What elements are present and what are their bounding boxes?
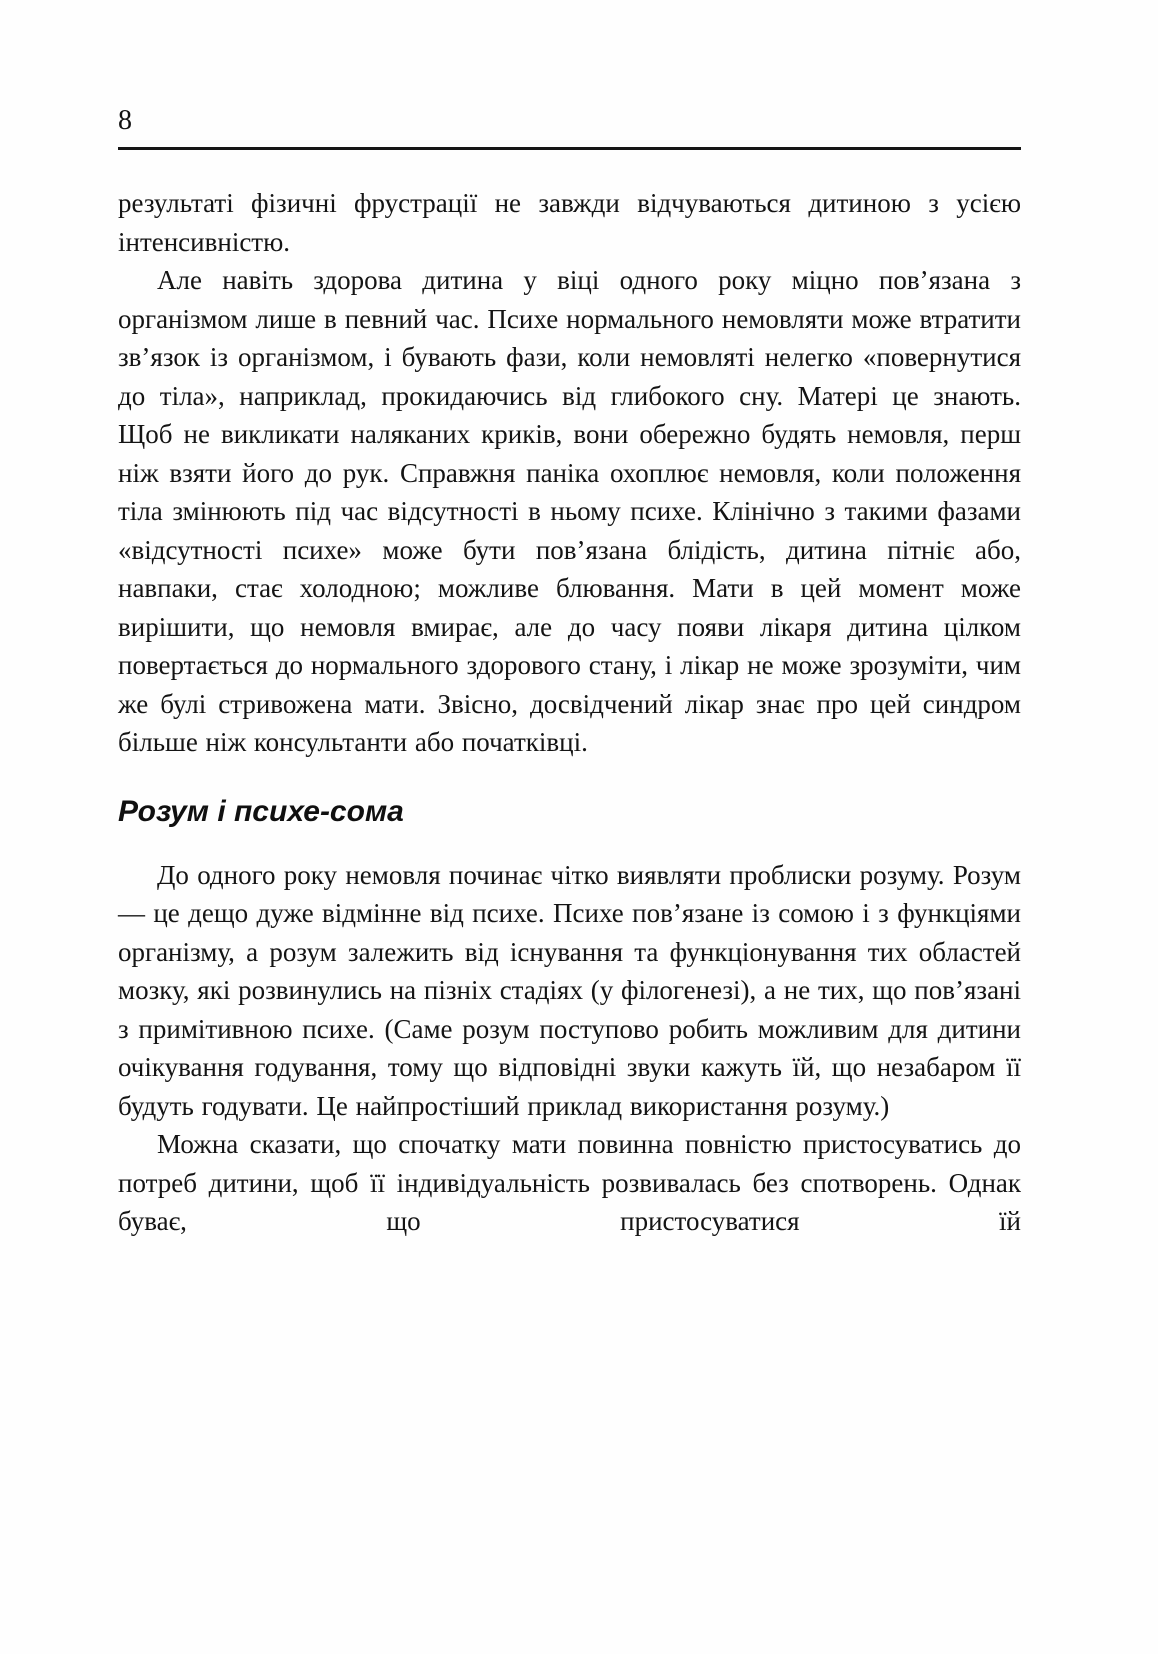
page-body <box>118 184 1021 1241</box>
body-paragraph: Можна сказати, що спочатку мати повинна повністю пристосуватись до потреб дитини, щоб її індивідуальність розвивалась без спотворень. Однак буває, що пристосуватися їй <box>118 1129 1021 1236</box>
body-paragraph: результаті фізичні фрустрації не завжди відчуваються дитиною з усією інтенсивністю. <box>118 188 1021 257</box>
body-paragraph: Але навіть здорова дитина у віці одного року міцно пов’язана з організмом лише в певний час. Психе нормального немовляти може втратити зв’язок із організмом, і бувають фази, коли немовляті нелегко «повернутися до тіла», наприклад, прокидаючись від глибокого сну. Матері це знають. Щоб не викликати наляканих криків, вони обережно будять немовля, перш ніж взяти його до рук. Справжня паніка охоплює немовля, коли положення тіла змінюють під час відсутності в ньому психе. Клінічно з такими фазами «відсутності психе» може бути пов’язана блідість, дитина пітніє або, навпаки, стає холодною; можливе блювання. Мати в цей момент може вирішити, що немовля вмирає, але до часу появи лікаря дитина цілком повертається до нормального здорового стану, і лікар не може зрозуміти, чим же булі стривожена мати. Звісно, досвідчений лікар знає про цей синдром більше ніж консультанти або початківці. <box>118 265 1021 757</box>
section-heading: Розум і психе-сома <box>118 794 404 828</box>
body-paragraph: До одного року немовля починає чітко виявляти проблиски розуму. Розум — це дещо дуже відмінне від психе. Психе пов’язане із сомою і з функціями організму, а розум залежить від існування та функціонування тих областей мозку, які розвинулись на пізніх стадіях (у філогенезі), а не тих, що пов’язані з примітивною психе. (Саме розум поступово робить можливим для дитини очікування годування, тому що відповідні звуки кажуть їй, що незабаром її будуть годувати. Це найпростіший приклад використання розуму.) <box>118 859 1021 1121</box>
header-rule <box>118 147 1021 150</box>
page-number: 8 <box>118 105 132 136</box>
page-header <box>118 106 1021 150</box>
